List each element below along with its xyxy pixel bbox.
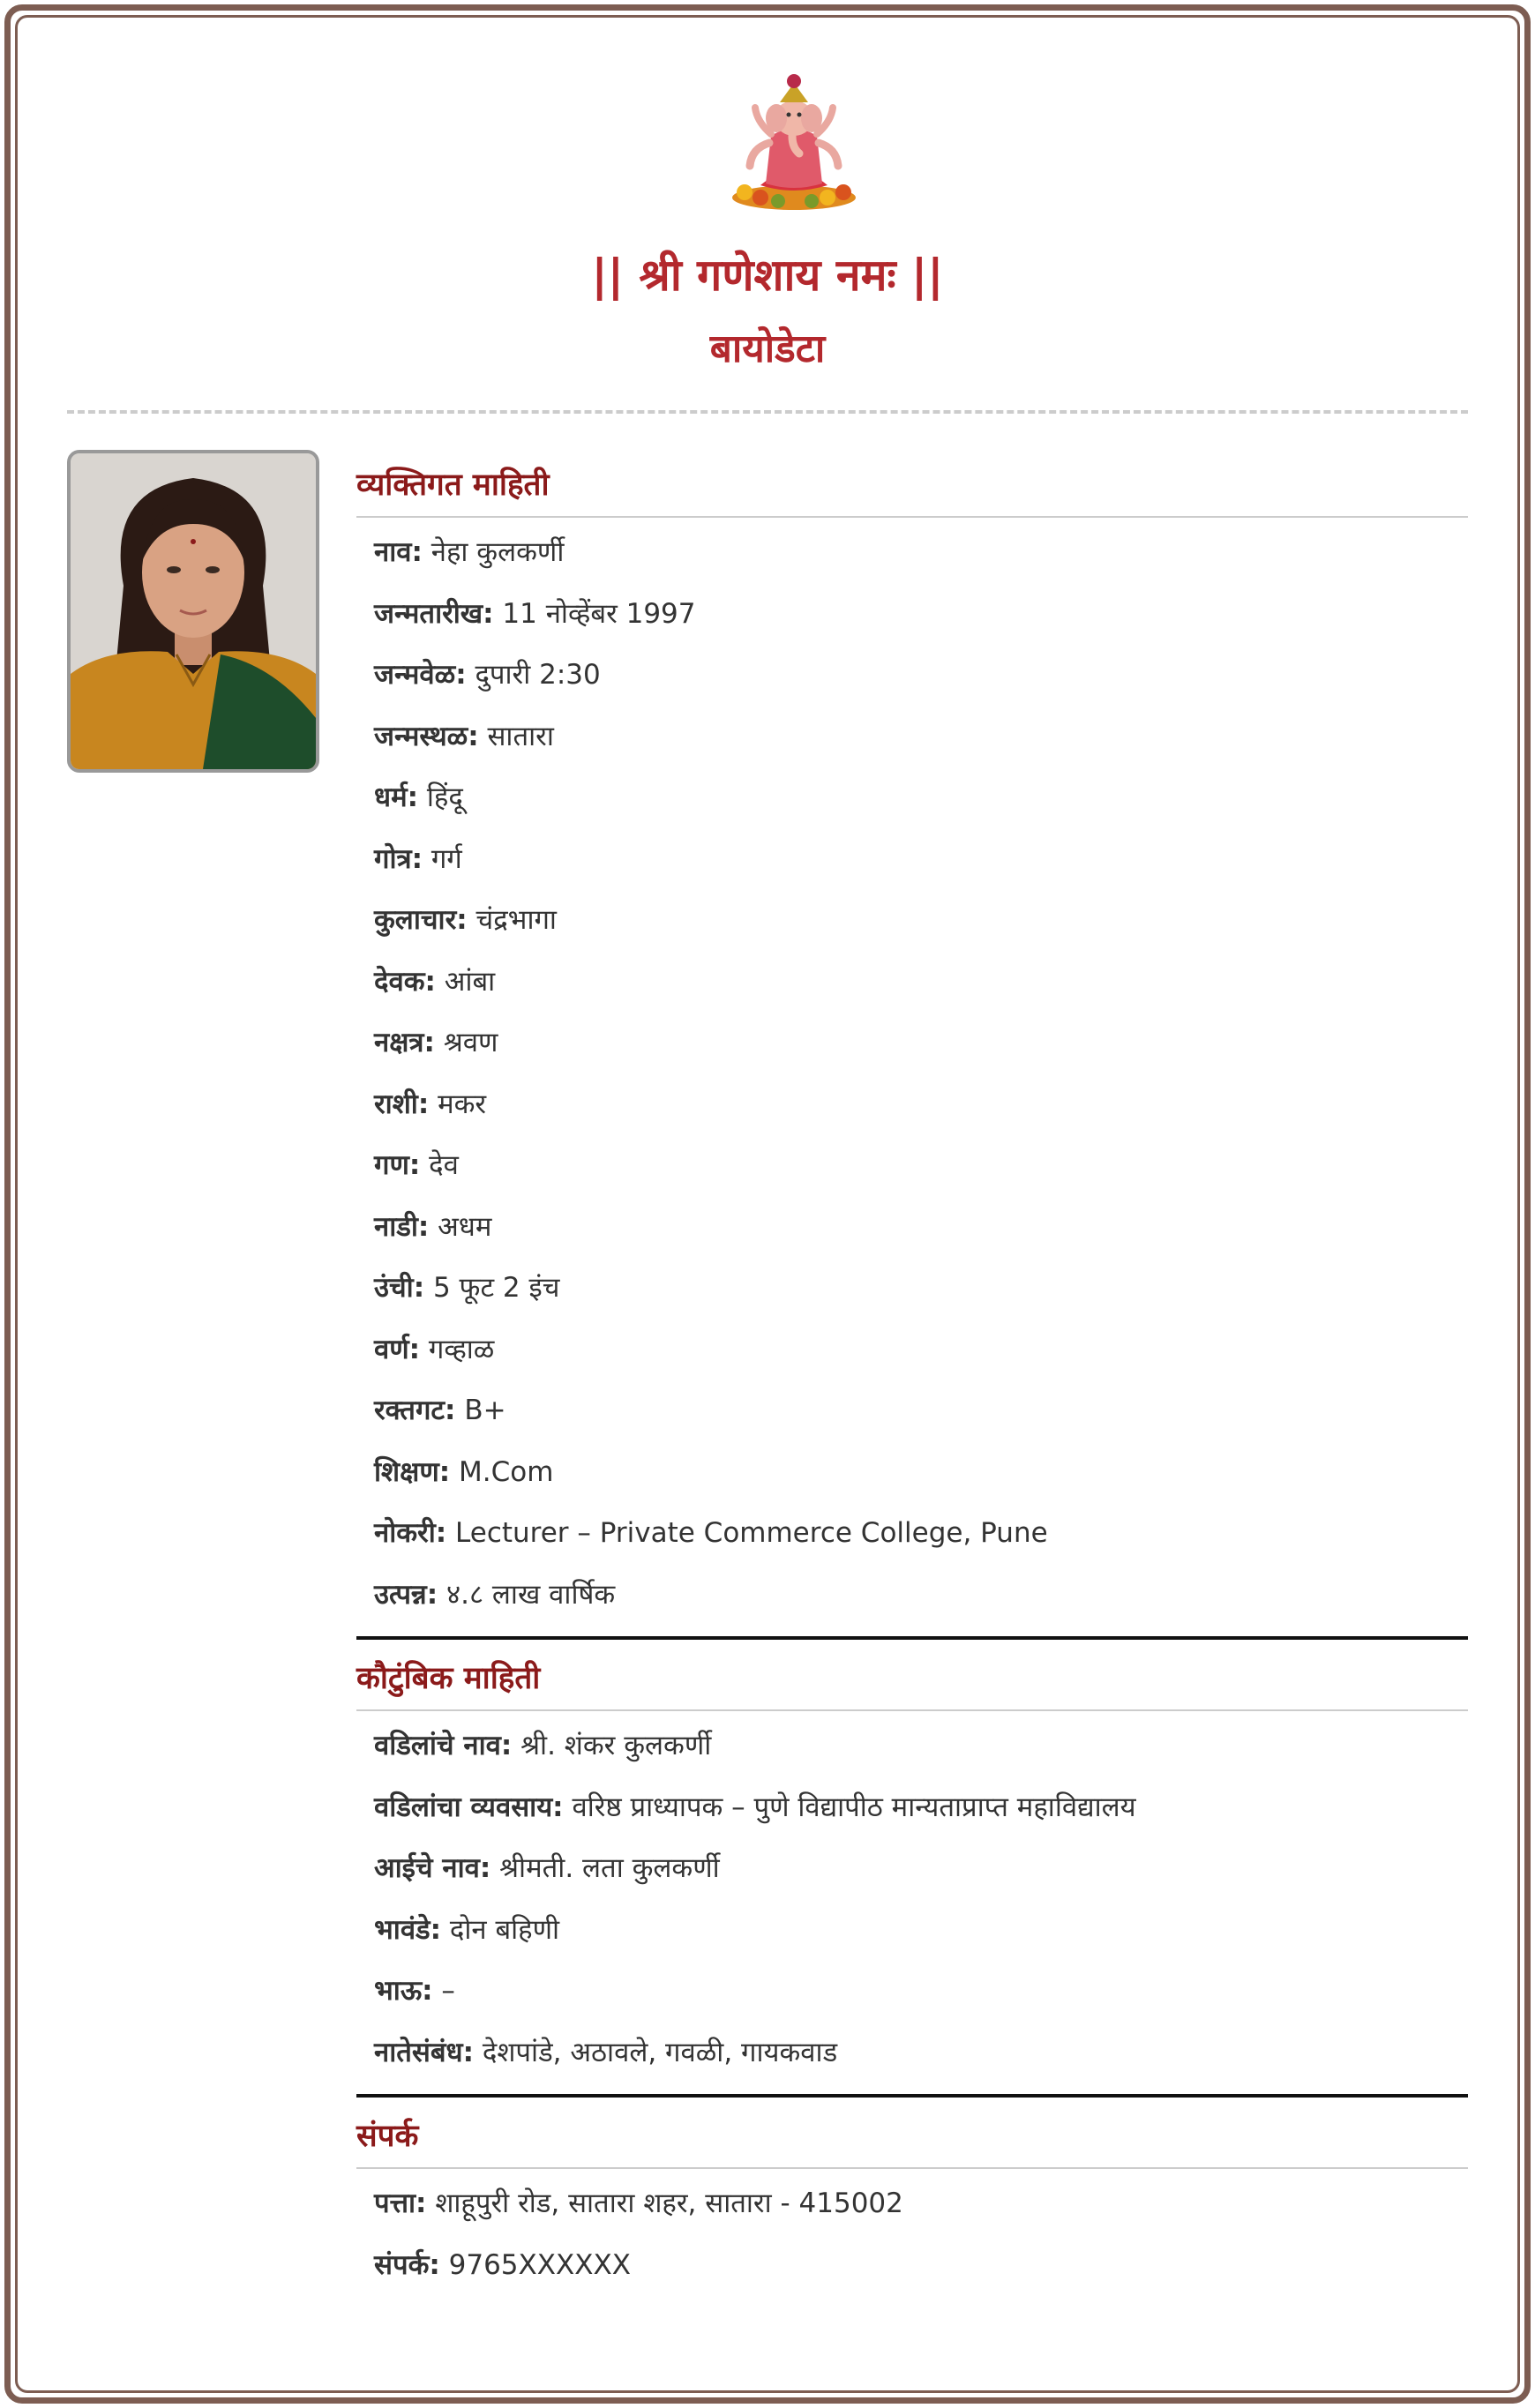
field-row	[374, 1197, 1468, 1259]
ganesha-idol-icon	[725, 69, 863, 210]
field-value: 11 नोव्हेंबर 1997	[502, 597, 696, 630]
section-contact	[356, 2110, 1468, 2296]
field-value: श्रीमती. लता कुलकर्णी	[499, 1852, 720, 1884]
field-value: B+	[464, 1395, 506, 1426]
field-label: वर्ण:	[374, 1333, 421, 1365]
field-label: संपर्क:	[374, 2248, 440, 2281]
field-row	[374, 952, 1468, 1013]
field-label: नातेसंबंध:	[374, 2036, 475, 2068]
field-row	[374, 1900, 1468, 1962]
field-value: अधम	[438, 1210, 492, 1243]
field-value: श्री. शंकर कुलकर्णी	[520, 1730, 712, 1761]
field-label: वडिलांचे नाव:	[374, 1730, 513, 1761]
field-label: भाऊ:	[374, 1975, 433, 2007]
biodata-content	[356, 459, 1468, 2296]
field-value: हिंदू	[426, 781, 463, 813]
field-row	[374, 2023, 1468, 2084]
field-label: जन्मवेळ:	[374, 659, 467, 691]
field-value: आंबा	[444, 965, 496, 998]
field-row	[374, 1135, 1468, 1197]
field-label: राशी:	[374, 1088, 430, 1120]
field-label: देवक:	[374, 965, 436, 998]
field-label: आईचे नाव:	[374, 1852, 491, 1884]
field-label: नाव:	[374, 536, 423, 568]
field-label: उंची:	[374, 1272, 425, 1304]
field-value: 5 फूट 2 इंच	[432, 1272, 560, 1304]
field-row	[374, 645, 1468, 707]
field-row	[374, 1716, 1468, 1777]
field-value: 9765XXXXXX	[448, 2248, 631, 2281]
field-value: नेहा कुलकर्णी	[431, 536, 565, 568]
field-row	[374, 1442, 1468, 1504]
field-row	[374, 522, 1468, 584]
field-row	[374, 2235, 1468, 2297]
field-row	[374, 1380, 1468, 1442]
field-label: रक्तगट:	[374, 1395, 456, 1426]
field-label: भावंडे:	[374, 1913, 442, 1946]
section-divider	[356, 1636, 1468, 1640]
field-value: –	[441, 1975, 455, 2007]
field-label: धर्म:	[374, 781, 418, 813]
field-row	[374, 829, 1468, 891]
field-label: नक्षत्र:	[374, 1027, 435, 1058]
field-row	[374, 1258, 1468, 1320]
field-label: उत्पन्न:	[374, 1578, 438, 1611]
section-divider	[356, 2094, 1468, 2098]
section-family-info	[356, 1652, 1468, 2083]
field-value: शाहूपुरी रोड, सातारा शहर, सातारा - 415002	[435, 2187, 903, 2219]
field-value: मकर	[438, 1088, 487, 1120]
field-label: कुलाचार:	[374, 904, 468, 936]
header-divider	[67, 410, 1468, 414]
field-row	[374, 584, 1468, 646]
field-value: Lecturer – Private Commerce College, Pune	[455, 1517, 1048, 1549]
field-row	[374, 1565, 1468, 1627]
field-label: गोत्र:	[374, 842, 423, 875]
field-value: देव	[429, 1149, 459, 1181]
field-row	[374, 1503, 1468, 1565]
field-label: नाडी:	[374, 1210, 430, 1243]
section-title: कौटुंबिक माहिती	[356, 1652, 1468, 1711]
field-value: गव्हाळ	[428, 1333, 495, 1365]
field-row	[374, 1777, 1468, 1839]
field-row	[374, 767, 1468, 829]
field-value: देशपांडे, अठावले, गवळी, गायकवाड	[482, 2036, 838, 2068]
field-row	[374, 707, 1468, 768]
field-label: गण:	[374, 1149, 421, 1181]
field-row	[374, 1013, 1468, 1074]
field-row	[374, 890, 1468, 952]
field-label: पत्ता:	[374, 2187, 427, 2219]
field-label: शिक्षण:	[374, 1455, 451, 1488]
field-value: वरिष्ठ प्राध्यापक – पुणे विद्यापीठ मान्यताप्राप्त महाविद्यालय	[572, 1791, 1136, 1823]
field-row	[374, 1074, 1468, 1136]
field-label: जन्मस्थळ:	[374, 720, 479, 752]
profile-photo	[67, 450, 319, 773]
field-value: गर्ग	[431, 842, 462, 875]
field-value: चंद्रभागा	[475, 904, 557, 936]
field-label: जन्मतारीख:	[374, 597, 494, 630]
invocation-heading: || श्री गणेशाय नमः ||	[591, 250, 944, 301]
field-value: दोन बहिणी	[449, 1913, 560, 1946]
field-row	[374, 1961, 1468, 2023]
field-value: दुपारी 2:30	[475, 659, 601, 691]
field-row	[374, 1320, 1468, 1381]
section-personal-info	[356, 459, 1468, 1626]
field-value: ४.८ लाख वार्षिक	[446, 1578, 616, 1611]
section-title: व्यक्तिगत माहिती	[356, 459, 1468, 518]
field-row	[374, 1838, 1468, 1900]
field-row	[374, 2173, 1468, 2235]
field-label: नोकरी:	[374, 1517, 447, 1549]
field-value: सातारा	[487, 720, 554, 752]
biodata-title: बायोडेटा	[709, 326, 826, 371]
field-label: वडिलांचा व्यवसाय:	[374, 1791, 564, 1823]
field-value: M.Com	[459, 1455, 554, 1488]
section-title: संपर्क	[356, 2110, 1468, 2169]
field-value: श्रवण	[443, 1027, 498, 1058]
